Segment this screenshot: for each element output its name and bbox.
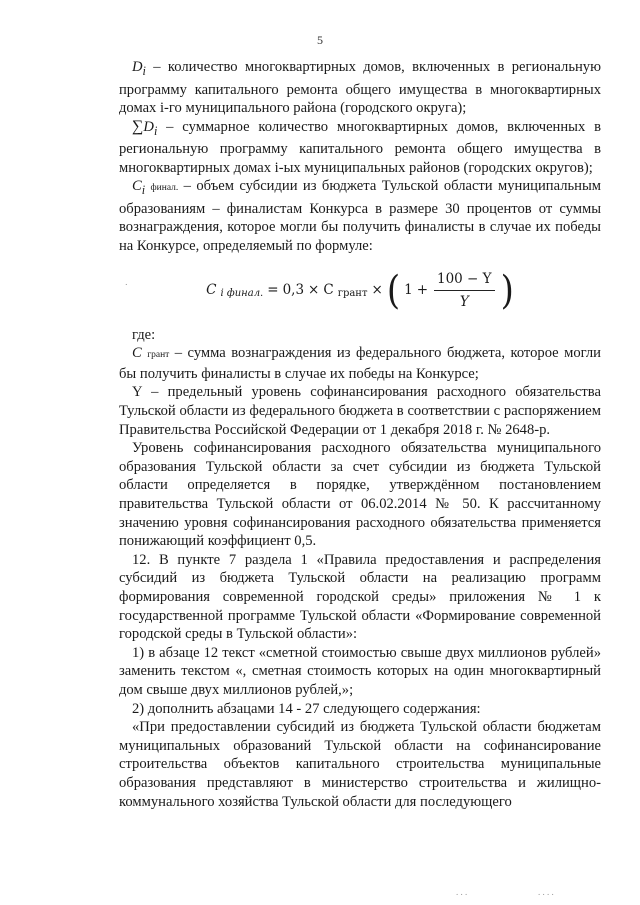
where-label: где: [132,326,156,343]
scan-artifacts: . . . . . . . [456,887,554,897]
symbol-c: C [132,345,142,362]
symbol-d: D [143,118,154,135]
sigma-symbol: ∑ [132,117,144,135]
paragraph-c-grant-text: – сумма вознаграждения из федерального бюджета, которое могли бы получить финалисты в случае их победы на Конкурсе; [119,345,601,382]
paragraph-cofinancing-level: Уровень софинансирования расходного обязательства муниципального образования Тульской области за счет субсидии из бюджета Тульской области определяется в порядке, утверждённом постановлением правительства Тульской области от 06.02.2014 № 50. К рассчитанному значению уровня софинансирования расходного обязательства применяется понижающий коэффициент 0,5. [119,440,601,550]
formula-one: 1 [404,282,413,299]
formula-open-paren: ( [386,267,401,314]
subsidy-formula: . C i финал. = 0,3 × C грант × ( 1 + $\frac{100 - Y}{Y}$ ) [125,267,514,314]
formula-lhs-symbol: C [206,282,217,299]
paragraph-sum-d-text: – суммарное количество многоквартирных домов, включенных в региональную программу капитального ремонта общего имущества в многоквартирных домах i-ых муниципальных районов (городских округов); [119,118,601,176]
formula-coefficient: 0,3 [282,282,305,299]
paragraph-item-12: 12. В пункте 7 раздела 1 «Правила предоставления и распределения субсидий из бюджета Тульской области на реализацию программ формирования современной городской среды» приложения № 1 к государственной программе Тульской области «Формирование современной городской среды в Тульской области»: [119,551,601,643]
paragraph-d-i [119,58,601,118]
paragraph-subitem-1: 1) в абзаце 12 текст «сметной стоимостью свыше двух миллионов рублей» заменить текстом «, сметная стоимость которых на один многоквартирный дом свыше двух миллионов рублей,»; [119,644,601,698]
formula-plus: + [416,282,428,299]
formula-denominator: Y [459,294,469,311]
paragraph-sum-d [119,118,601,178]
paragraph-c-final-text: – объем субсидии из бюджета Тульской области муниципальным образованиям – финалистам Конкурса в размере 30 процентов от суммы вознаграждения, которое могли бы получить финалисты в случае их победы на Конкурсе, определяемый по формуле: [119,178,601,255]
paragraph-c-final [119,177,601,255]
formula-numerator: 100 − Y [434,270,495,292]
symbol-d-sub: i [153,123,158,138]
formula-close-paren: ) [500,267,514,314]
paragraph-c-grant [119,344,601,383]
paragraph-d-i-text: – количество многоквартирных домов, включенных в региональную программу капитального ремонта общего имущества в многоквартирных домах i-го муниципального района (городского округа); [119,59,601,117]
formula-times-2: × [371,282,383,299]
paragraph-y: Y – предельный уровень софинансирования расходного обязательства Тульской области из федерального бюджета в соответствии с распоряжением Правительства Российской Федерации от 1 декабря 2018 г. № 2648-р. [119,384,601,438]
formula-times-1: × [308,282,320,299]
formula-fraction [434,270,495,312]
symbol-c: C [132,178,142,195]
symbol-d-sub: i [142,63,146,78]
symbol-c-grant-label: грант [147,350,170,361]
page-number: 5 [317,33,323,47]
symbol-c-sub: i [141,183,146,198]
paragraph-subitem-2: 2) дополнить абзацами 14 - 27 следующего содержания: [132,700,481,717]
formula-c-grant: C [323,282,334,299]
document-body [119,58,601,811]
formula-lhs-sub: i финал. [220,288,264,300]
symbol-d: D [132,59,143,75]
formula-equals: = [267,282,279,299]
symbol-c-final-label: финал. [150,183,179,194]
formula-c-grant-sub: грант [337,288,368,300]
paragraph-quote-start: «При предоставлении субсидий из бюджета Тульской области бюджетам муниципальных образований Тульской области на софинансирование строительства объектов капитального строительства муниципальные образования представляют в министерство строительства и жилищно-коммунального хозяйства Тульской области для последующего [119,719,601,810]
